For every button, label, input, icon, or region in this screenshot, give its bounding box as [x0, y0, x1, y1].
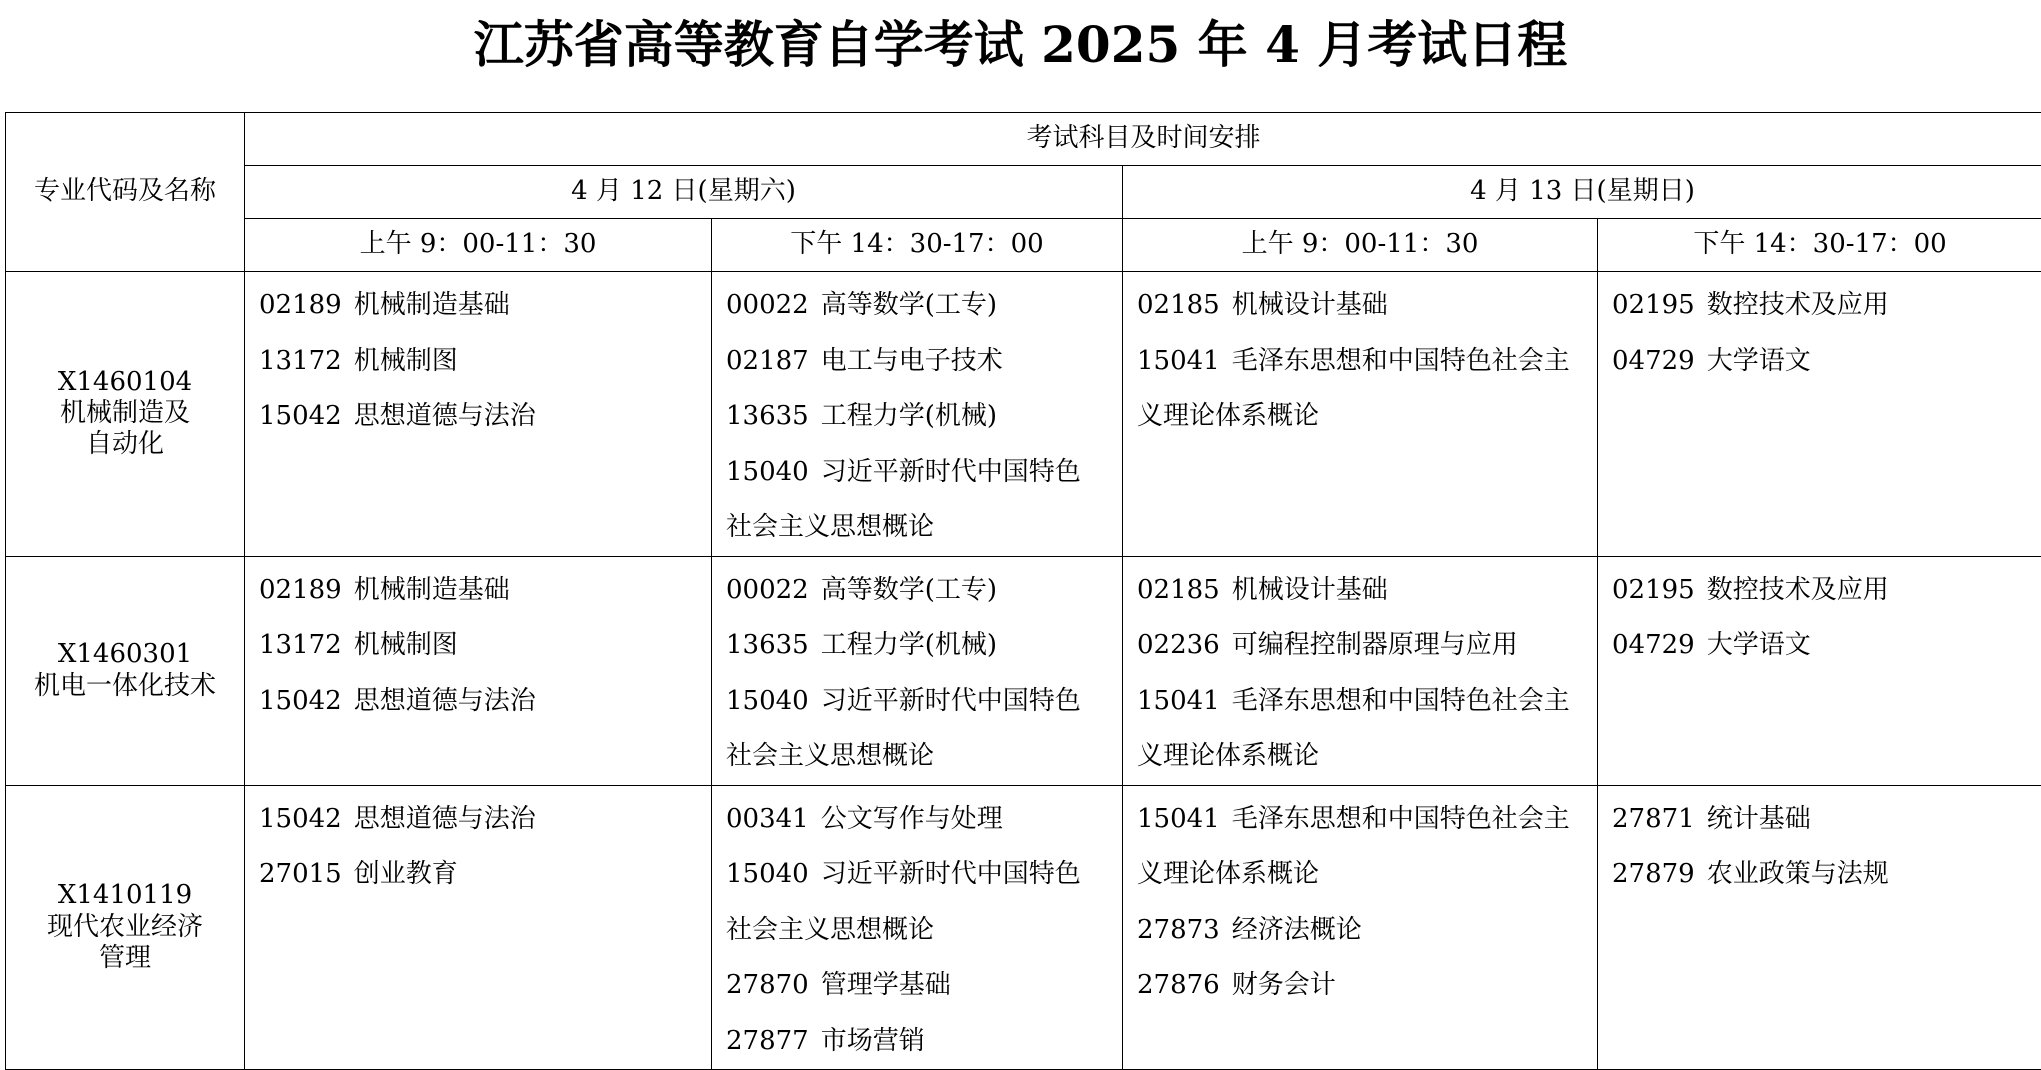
- course-name: 农业政策与法规: [1707, 859, 1889, 889]
- course-cell: [1598, 556, 2041, 785]
- major-name: 管理: [6, 943, 244, 974]
- course-code: 27879: [1612, 859, 1695, 889]
- course-item: [726, 729, 1114, 785]
- course-item: [1137, 278, 1589, 334]
- course-code: 27015: [259, 859, 342, 889]
- course-name: 公文写作与处理: [821, 804, 1003, 834]
- major-cell: [6, 556, 245, 785]
- day-header-1: 4 月 12 日(星期六): [245, 166, 1123, 219]
- slot-header-4: 下午 14：30-17：00: [1598, 219, 2041, 272]
- course-item: [726, 958, 1114, 1014]
- course-name: 社会主义思想概论: [726, 741, 934, 771]
- major-code: X1460104: [6, 367, 244, 398]
- course-item: [1612, 334, 2034, 390]
- course-item: [1612, 563, 2034, 619]
- course-code: 15042: [259, 804, 342, 834]
- course-item: [1137, 729, 1589, 785]
- course-name: 统计基础: [1707, 804, 1811, 834]
- course-cell: [712, 785, 1123, 1070]
- course-cell: [245, 272, 712, 557]
- course-code: 02195: [1612, 290, 1695, 320]
- course-name: 数控技术及应用: [1707, 575, 1889, 605]
- course-name: 义理论体系概论: [1137, 741, 1319, 771]
- course-name: 机械制造基础: [354, 575, 510, 605]
- course-name: 高等数学(工专): [821, 290, 997, 320]
- course-name: 机械制造基础: [354, 290, 510, 320]
- course-name: 义理论体系概论: [1137, 401, 1319, 431]
- course-code: 13635: [726, 401, 809, 431]
- course-code: 15042: [259, 686, 342, 716]
- course-name: 社会主义思想概论: [726, 512, 934, 542]
- course-cell: [1123, 785, 1598, 1070]
- course-item: [726, 278, 1114, 334]
- course-item: [726, 334, 1114, 390]
- course-item: [1137, 334, 1589, 390]
- course-name: 可编程控制器原理与应用: [1232, 630, 1518, 660]
- course-code: 02185: [1137, 575, 1220, 605]
- course-code: 13172: [259, 630, 342, 660]
- course-code: 00022: [726, 575, 809, 605]
- course-name: 机械制图: [354, 630, 458, 660]
- course-name: 机械制图: [354, 346, 458, 376]
- course-code: 27870: [726, 970, 809, 1000]
- course-code: 15040: [726, 457, 809, 487]
- course-code: 00022: [726, 290, 809, 320]
- course-item: [726, 563, 1114, 619]
- course-code: 13635: [726, 630, 809, 660]
- course-code: 27876: [1137, 970, 1220, 1000]
- major-name: 现代农业经济: [6, 912, 244, 943]
- course-item: [1137, 847, 1589, 903]
- course-item: [259, 674, 703, 730]
- course-name: 经济法概论: [1232, 915, 1362, 945]
- course-item: [1137, 792, 1589, 848]
- major-name: 自动化: [6, 429, 244, 460]
- course-item: [259, 847, 703, 903]
- course-code: 02187: [726, 346, 809, 376]
- slot-header-3: 上午 9：00-11：30: [1123, 219, 1598, 272]
- course-item: [1612, 618, 2034, 674]
- course-item: [726, 674, 1114, 730]
- course-item: [726, 389, 1114, 445]
- course-name: 习近平新时代中国特色: [821, 686, 1081, 716]
- course-name: 财务会计: [1232, 970, 1336, 1000]
- course-cell: [245, 785, 712, 1070]
- table-row: [6, 785, 2041, 1070]
- course-item: [726, 618, 1114, 674]
- major-name: 机电一体化技术: [6, 671, 244, 702]
- course-code: 15040: [726, 686, 809, 716]
- course-name: 大学语文: [1707, 346, 1811, 376]
- course-name: 工程力学(机械): [821, 401, 997, 431]
- course-cell: [712, 272, 1123, 557]
- course-name: 高等数学(工专): [821, 575, 997, 605]
- course-name: 大学语文: [1707, 630, 1811, 660]
- course-name: 思想道德与法治: [354, 401, 536, 431]
- course-item: [1137, 903, 1589, 959]
- course-item: [1612, 278, 2034, 334]
- course-item: [1137, 958, 1589, 1014]
- slot-header-1: 上午 9：00-11：30: [245, 219, 712, 272]
- course-code: 04729: [1612, 630, 1695, 660]
- course-item: [259, 278, 703, 334]
- course-item: [1137, 389, 1589, 445]
- course-cell: [245, 556, 712, 785]
- schedule-body: [6, 272, 2041, 1070]
- course-name: 机械设计基础: [1232, 575, 1388, 605]
- course-item: [259, 563, 703, 619]
- course-item: [1612, 847, 2034, 903]
- course-name: 毛泽东思想和中国特色社会主: [1232, 346, 1570, 376]
- major-name: 机械制造及: [6, 398, 244, 429]
- course-item: [1612, 792, 2034, 848]
- course-name: 习近平新时代中国特色: [821, 859, 1081, 889]
- major-code: X1410119: [6, 880, 244, 911]
- course-name: 思想道德与法治: [354, 804, 536, 834]
- course-name: 电工与电子技术: [821, 346, 1003, 376]
- course-code: 15041: [1137, 804, 1220, 834]
- course-item: [259, 618, 703, 674]
- major-header: 专业代码及名称: [6, 113, 245, 272]
- course-code: 02189: [259, 290, 342, 320]
- course-code: 02185: [1137, 290, 1220, 320]
- day-header-2: 4 月 13 日(星期日): [1123, 166, 2041, 219]
- course-item: [726, 445, 1114, 501]
- major-cell: [6, 272, 245, 557]
- course-item: [259, 792, 703, 848]
- slot-header-2: 下午 14：30-17：00: [712, 219, 1123, 272]
- page-title: 江苏省高等教育自学考试 2025 年 4 月考试日程: [0, 8, 2041, 82]
- table-row: [6, 556, 2041, 785]
- course-name: 机械设计基础: [1232, 290, 1388, 320]
- course-code: 02189: [259, 575, 342, 605]
- course-name: 社会主义思想概论: [726, 915, 934, 945]
- course-code: 15040: [726, 859, 809, 889]
- course-code: 15041: [1137, 686, 1220, 716]
- major-code: X1460301: [6, 639, 244, 670]
- course-code: 02236: [1137, 630, 1220, 660]
- course-code: 27877: [726, 1026, 809, 1056]
- course-name: 管理学基础: [821, 970, 951, 1000]
- course-cell: [1598, 785, 2041, 1070]
- course-item: [259, 389, 703, 445]
- course-name: 思想道德与法治: [354, 686, 536, 716]
- course-code: 13172: [259, 346, 342, 376]
- course-cell: [712, 556, 1123, 785]
- major-cell: [6, 785, 245, 1070]
- course-item: [1137, 563, 1589, 619]
- table-row: [6, 272, 2041, 557]
- schedule-header: 考试科目及时间安排: [245, 113, 2041, 166]
- course-name: 毛泽东思想和中国特色社会主: [1232, 686, 1570, 716]
- course-code: 27873: [1137, 915, 1220, 945]
- course-code: 00341: [726, 804, 809, 834]
- course-cell: [1123, 556, 1598, 785]
- course-item: [726, 500, 1114, 556]
- course-name: 毛泽东思想和中国特色社会主: [1232, 804, 1570, 834]
- course-name: 习近平新时代中国特色: [821, 457, 1081, 487]
- course-cell: [1598, 272, 2041, 557]
- course-name: 工程力学(机械): [821, 630, 997, 660]
- exam-schedule-table: [5, 112, 2041, 1070]
- course-item: [726, 1014, 1114, 1070]
- course-code: 04729: [1612, 346, 1695, 376]
- course-cell: [1123, 272, 1598, 557]
- course-item: [726, 903, 1114, 959]
- course-code: 15042: [259, 401, 342, 431]
- course-name: 市场营销: [821, 1026, 925, 1056]
- course-code: 15041: [1137, 346, 1220, 376]
- course-item: [726, 847, 1114, 903]
- course-item: [726, 792, 1114, 848]
- course-name: 义理论体系概论: [1137, 859, 1319, 889]
- course-item: [259, 334, 703, 390]
- course-name: 数控技术及应用: [1707, 290, 1889, 320]
- course-code: 27871: [1612, 804, 1695, 834]
- course-item: [1137, 674, 1589, 730]
- course-code: 02195: [1612, 575, 1695, 605]
- course-item: [1137, 618, 1589, 674]
- course-name: 创业教育: [354, 859, 458, 889]
